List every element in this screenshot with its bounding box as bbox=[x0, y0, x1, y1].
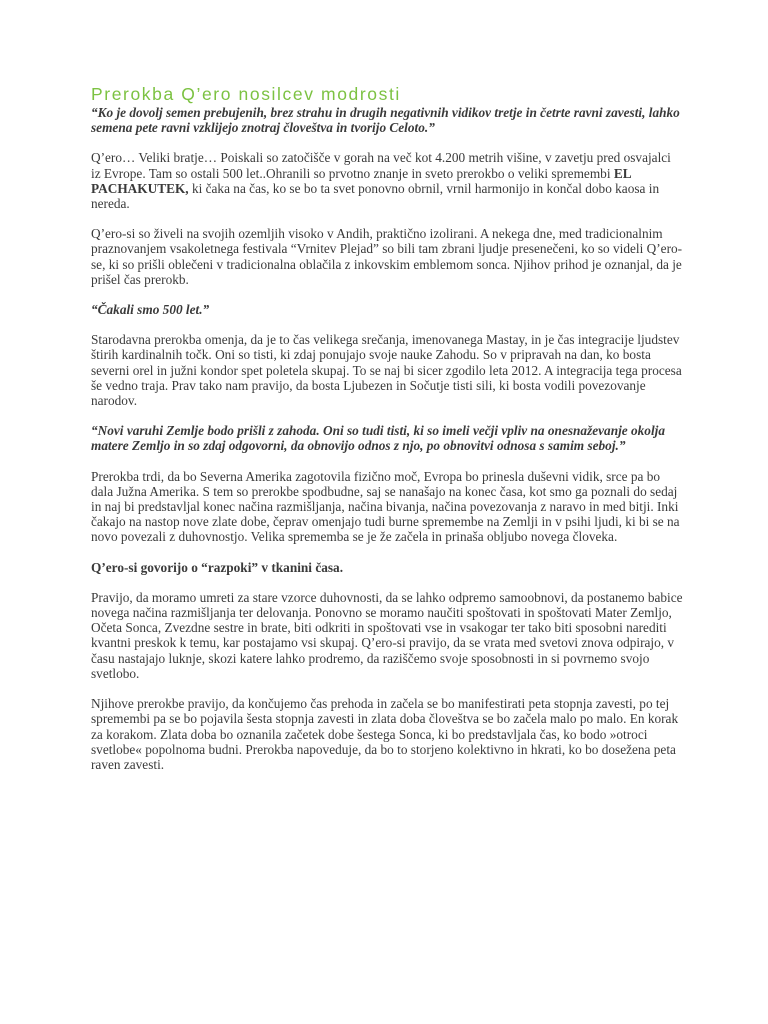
paragraph-golden-age: Njihove prerokbe pravijo, da končujemo čas prehoda in začela se bo manifestirati peta stopnja zavesti, po tej spremembi pa se bo pojavila šesta stopnja zavesti in zlata doba človeštva se bo začela malo po malo. En korak za korakom. Zlata doba bo oznanila začetek dobe šestega Sonca, ki bo predstavljala čas, ko bodo »otroci svetlobe« popolnoma budni. Prerokba napoveduje, da bo to storjeno kolektivno in hkrati, ko bo dosežena peta raven zavesti. bbox=[91, 696, 679, 772]
paragraph-intro-text-b: ki čaka na čas, ko se bo ta svet ponovno obrnil, vrnil harmonijo in končal dobo kaosa in nereda. bbox=[91, 180, 660, 212]
document-page bbox=[91, 84, 683, 787]
el-pachakutek-term: EL PACHAKUTEK, bbox=[91, 165, 631, 196]
paragraph-continents: Prerokba trdi, da bo Severna Amerika zagotovila fizično moč, Evropa bo prinesla duševni vidik, srce pa bo dala Južna Amerika. S tem so prerokbe spodbudne, saj se nanašajo na konec časa, kot smo ga poznali do sedaj in naj bi predstavljal konec načina razmišljanja, načina bivanja, načina povezovanja z naravo in med bitji. Inki čakajo na nastop nove zlate dobe, čeprav omenjajo tudi burne spremembe na Zemlji in v psihi ljudi, ki bi se na novo povezali z duhovnostjo. Velika sprememba se je že začela in prinaša obljubo novega človeka. bbox=[91, 468, 680, 545]
quote-500-years: “Čakali smo 500 let.” bbox=[91, 302, 210, 318]
section-heading-rift: Q’ero-si govorijo o “razpoki” v tkanini časa. bbox=[91, 559, 344, 575]
paragraph-intro bbox=[91, 150, 683, 211]
paragraph-intro-text-a: Q’ero… Veliki bratje… Poiskali so zatočišče v gorah na več kot 4.200 metrih višine, v zavetju pred osvajalci iz Evrope. Tam so ostali 500 let..Ohranili so prvotno znanje in sveto prerokbo o veliki spremembi bbox=[91, 150, 671, 181]
page-title: Prerokba Q’ero nosilcev modrosti bbox=[91, 84, 401, 104]
paragraph-arrival: Q’ero-si so živeli na svojih ozemljih visoko v Andih, praktično izolirani. A nekega dne, med tradicionalnim praznovanjem vsakoletnega festivala “Vrnitev Plejad” so bili tam zbrani ljudje presenečeni, ko so videli Q’ero-se, ki so prišli oblečeni v tradicionalna oblačila z inkovskim emblemom sonca. Njihov prihod je oznanjal, da je prišel čas prerokb. bbox=[91, 226, 683, 287]
paragraph-renewal: Pravijo, da moramo umreti za stare vzorce duhovnosti, da se lahko odpremo samoobnovi, da postanemo babice novega načina razmišljanja ter delovanja. Ponovno se moramo naučiti spoštovati in spoštovati Mater Zemljo, Očeta Sonca, Zvezdne sestre in brate, biti odkriti in spoštovati vse in vsakogar ter tako biti sposobni narediti kvantni preskok k temu, kar postajamo vsi skupaj. Q’ero-si pravijo, da se vrata med svetovi znova odpirajo, v času nastajajo luknje, skozi katere lahko prodremo, da raziščemo svoje sposobnosti in si povrnemo svojo svetlobo. bbox=[91, 589, 683, 681]
opening-quote: “Ko je dovolj semen prebujenih, brez strahu in drugih negativnih vidikov tretje in četrte ravni zavesti, lahko semena pete ravni vzklijejo znotraj človeštva in tvorijo Celoto.” bbox=[91, 105, 680, 136]
quote-new-guardians: “Novi varuhi Zemlje bodo prišli z zahoda. Oni so tudi tisti, ki so imeli večji vpliv na onesnaževanje okolja matere Zemljo in so zdaj odgovorni, da obnovijo odnos z njo, po obnovitvi odnosa s samim seboj.” bbox=[91, 423, 665, 454]
paragraph-mastay: Starodavna prerokba omenja, da je to čas velikega srečanja, imenovanega Mastay, in je čas integracije ljudstev štirih kardinalnih točk. Oni so tisti, ki zdaj ponujajo svoje nauke Zahodu. So v pripravah na dan, ko bosta severni orel in južni kondor spet poletela skupaj. To se naj bi sicer zgodilo leta 2012. A integracija tega procesa še vedno traja. Prav tako nam pravijo, da bosta Ljubezen in Sočutje tisti sili, ki bosta vodili povezovanje narodov. bbox=[91, 332, 682, 409]
